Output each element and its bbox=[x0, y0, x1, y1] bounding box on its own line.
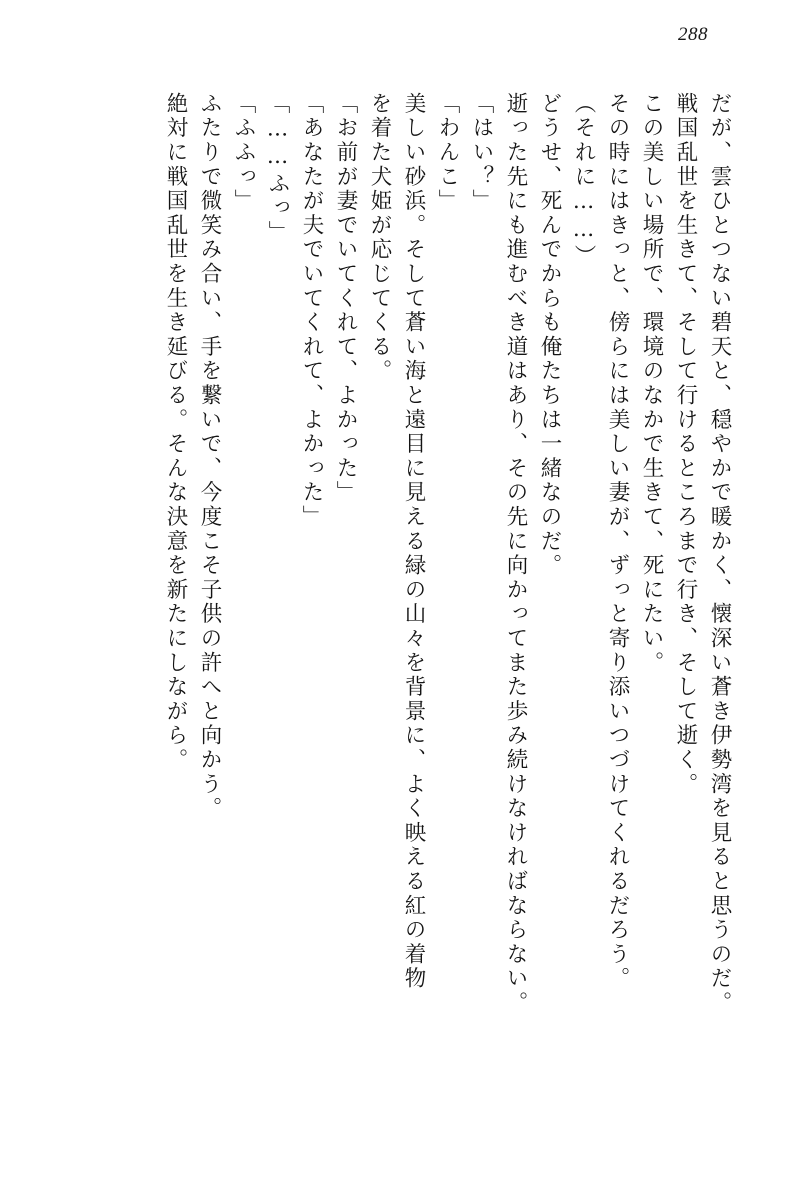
text-column: ふたりで微笑み合い、手を繋いで、今度こそ子供の許へと向かう。 bbox=[197, 92, 222, 821]
text-column: 「はい？」 bbox=[469, 92, 494, 214]
text-column: 「わんこ」 bbox=[435, 92, 460, 214]
text-column: 「ふふっ」 bbox=[231, 92, 256, 214]
text-column: この美しい場所で、環境のなかで生きて、死にたい。 bbox=[639, 92, 664, 676]
body-text-block bbox=[50, 92, 730, 1152]
text-column: 戦国乱世を生きて、そして行けるところまで行き、そして逝く。 bbox=[673, 92, 698, 797]
text-column: を着た犬姫が応じてくる。 bbox=[367, 92, 392, 384]
text-column: その時にはきっと、傍らには美しい妻が、ずっと寄り添いつづけてくれるだろう。 bbox=[605, 92, 630, 992]
text-column: （それに……） bbox=[571, 92, 596, 270]
text-column: 絶対に戦国乱世を生き延びる。そんな決意を新たにしながら。 bbox=[163, 92, 188, 773]
text-column: 「お前が妻でいてくれて、よかった」 bbox=[333, 92, 358, 506]
vertical-columns-container bbox=[152, 92, 730, 1152]
text-column: 逝った先にも進むべき道はあり、その先に向かってまた歩み続けなければならない。 bbox=[503, 92, 528, 1016]
text-column: 「……ふっ」 bbox=[265, 92, 290, 245]
text-column: 美しい砂浜。そして蒼い海と遠目に見える緑の山々を背景に、よく映える紅の着物 bbox=[401, 92, 426, 992]
page-number: 288 bbox=[678, 24, 708, 45]
text-column: どうせ、死んでからも俺たちは一緒なのだ。 bbox=[537, 92, 562, 578]
text-column: 「あなたが夫でいてくれて、よかった」 bbox=[299, 92, 324, 530]
text-column: だが、雲ひとつない碧天と、穏やかで暖かく、懐深い蒼き伊勢湾を見ると思うのだ。 bbox=[707, 92, 732, 1016]
